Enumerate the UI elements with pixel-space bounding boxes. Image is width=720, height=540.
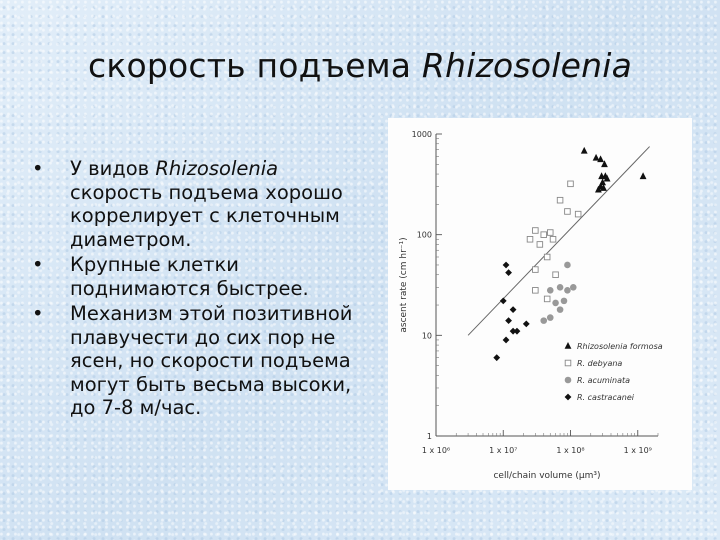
data-point-diamond <box>510 306 517 313</box>
data-point-circle <box>547 287 554 294</box>
data-point-diamond <box>493 354 500 361</box>
bullet-dot: • <box>32 253 44 276</box>
legend-marker-diamond <box>565 394 572 401</box>
data-point-square <box>544 254 550 260</box>
data-point-diamond <box>500 297 507 304</box>
legend-label: R. castracanei <box>577 393 634 402</box>
data-point-diamond <box>505 317 512 324</box>
data-point-diamond <box>503 337 510 344</box>
legend-label: Rhizosolenia formosa <box>577 342 663 351</box>
data-point-square <box>537 242 543 248</box>
data-point-square <box>557 197 563 203</box>
data-point-square <box>550 236 556 242</box>
data-point-circle <box>547 314 554 321</box>
data-point-square <box>533 267 539 273</box>
slide-title <box>0 46 720 85</box>
scatter-figure <box>388 118 692 490</box>
bullet-item-1 <box>26 157 366 251</box>
data-point-circle <box>540 317 547 324</box>
data-point-circle <box>557 306 564 313</box>
data-point-diamond <box>510 328 517 335</box>
x-tick-label: 1 x 10⁸ <box>556 446 585 455</box>
data-point-diamond <box>523 320 530 327</box>
data-point-circle <box>570 284 577 291</box>
data-point-circle <box>561 298 568 305</box>
data-point-triangle <box>640 172 647 179</box>
bullet-dot: • <box>32 302 44 325</box>
bullet-text: Механизм этой позитивной плавучести до сих пор не ясен, но скорости подъема могут быть весьма высоки, до 7-8 м/час. <box>70 302 353 419</box>
x-axis-label: cell/chain volume (µm³) <box>493 471 601 481</box>
data-point-diamond <box>505 269 512 276</box>
data-point-square <box>547 230 553 236</box>
y-tick-label: 1000 <box>411 130 432 139</box>
data-point-square <box>544 296 550 302</box>
data-point-square <box>533 228 539 234</box>
data-point-square <box>541 232 547 238</box>
legend-marker-triangle <box>565 342 572 349</box>
data-point-square <box>533 288 539 294</box>
bullet-item-3 <box>26 302 366 420</box>
y-tick-label: 1 <box>426 432 432 441</box>
data-point-circle <box>564 262 571 269</box>
x-tick-label: 1 x 10⁹ <box>623 446 652 455</box>
data-point-circle <box>557 284 564 291</box>
x-tick-label: 1 x 10⁷ <box>489 446 518 455</box>
y-axis-label: ascent rate (cm hr⁻¹) <box>399 237 409 333</box>
data-point-triangle <box>581 147 588 154</box>
bullet-text: скорость подъема хорошо коррелирует с клеточным диаметром. <box>70 180 343 251</box>
slide-title-main: скорость подъема <box>87 46 422 85</box>
data-point-circle <box>564 287 571 294</box>
scatter-chart <box>388 118 692 490</box>
bullet-list <box>26 157 366 422</box>
data-point-square <box>568 181 574 187</box>
data-point-square <box>575 211 581 217</box>
data-point-square <box>553 272 559 278</box>
data-point-square <box>527 236 533 242</box>
legend-label: R. acuminata <box>577 376 631 385</box>
slide-title-species: Rhizosolenia <box>421 46 632 85</box>
y-tick-label: 10 <box>421 331 432 341</box>
bullet-item-2 <box>26 253 366 300</box>
data-point-circle <box>552 300 559 307</box>
legend-label: R. debyana <box>577 359 623 368</box>
data-point-square <box>565 209 571 215</box>
bullet-text-italic: Rhizosolenia <box>155 157 279 180</box>
data-point-diamond <box>503 262 510 269</box>
legend-marker-square <box>565 360 571 366</box>
legend-marker-circle <box>565 377 572 384</box>
bullet-text: У видов <box>70 157 156 180</box>
bullet-dot: • <box>32 157 44 180</box>
bullet-text: Крупные клетки поднимаются быстрее. <box>70 253 309 300</box>
x-tick-label: 1 x 10⁶ <box>421 446 451 455</box>
y-tick-label: 100 <box>416 230 432 240</box>
